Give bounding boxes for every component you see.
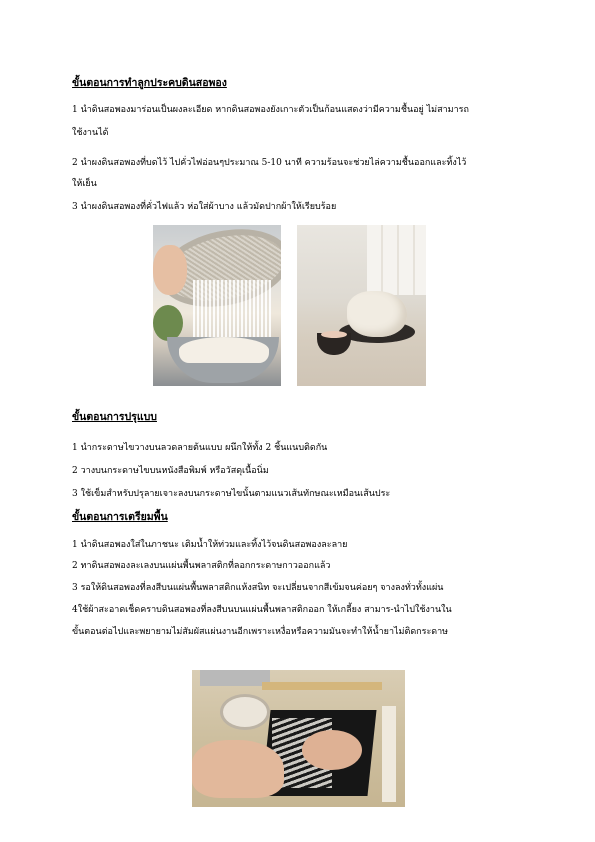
- text-line: 3 รอให้ดินสอพองที่ลงสีบนแผ่นพื้นพลาสติกแห้งสนิท จะเปลี่ยนจากสีเข้มจนค่อยๆ จางลงทั่วทั้งแผ่น: [72, 583, 444, 593]
- text-line: ใช้งานได้: [72, 128, 109, 138]
- photo-sifting-powder: [153, 225, 281, 386]
- text-line: 2 นำผงดินสอพองที่บดไว้ ไปคั่วไฟอ่อนๆประมาณ 5-10 นาที ความร้อนจะช่วยไล่ความชื้นออกและทิ้งไว้: [72, 158, 467, 168]
- text-line: 4ใช้ผ้าสะอาดเช็ดคราบดินสอพองที่ลงสีบนบนแผ่นพื้นพลาสติกออก ให้เกลี้ยง สามาร-นำไปใช้งานใน: [72, 605, 452, 615]
- section-heading-base-prep: ขั้นตอนการเตรียมพื้น: [72, 511, 168, 523]
- text-line: 1 นำดินสอพองใส่ในภาชนะ เติมน้ำให้ท่วมและทิ้งไว้จนดินสอพองละลาย: [72, 540, 348, 550]
- text-line: 2 วางบนกระดาษไขบนหนังสือพิมพ์ หรือวัสดุเนื้อนิ่ม: [72, 466, 269, 476]
- text-line: 2 ทาดินสอพองละเลงบนแผ่นพื้นพลาสติกที่ลอกกระดาษกาวออกแล้ว: [72, 561, 331, 571]
- text-line: 3 ใช้เข็มสำหรับปรุลายเจาะลงบนกระดาษไขนั้นตามแนวเส้นทักษณะเหมือนเส้นประ: [72, 489, 391, 499]
- text-line: 3 นำผงดินสอพองที่คั่วไฟแล้ว ห่อใส่ผ้าบาง แล้วมัดปากผ้าให้เรียบร้อย: [72, 202, 337, 212]
- photo-poultice-bag: [297, 225, 426, 386]
- text-line: ให้เย็น: [72, 179, 97, 189]
- section-heading-poultice: ขั้นตอนการทำลูกประคบดินสอพอง: [72, 77, 227, 89]
- text-line: 1 นำดินสอพองมาร่อนเป็นผงละเอียด หากดินสอพองยังเกาะตัวเป็นก้อนแสดงว่ามีความชื้นอยู่ ไม่สามารถ: [72, 105, 469, 115]
- text-line: ขั้นตอนต่อไปและพยายามไม่สัมผัสแผ่นงานอีกเพราะเหงื่อหรือความมันจะทำให้น้ำยาไม่ติดกระดาษ: [72, 627, 449, 637]
- text-line: 1 นำกระดาษไขวางบนลวดลายต้นแบบ ผนึกให้ทั้ง 2 ชิ้นแนบติดกัน: [72, 443, 328, 453]
- photo-coating-sheet: [192, 670, 405, 807]
- section-heading-stencil: ขั้นตอนการปรุแบบ: [72, 411, 157, 423]
